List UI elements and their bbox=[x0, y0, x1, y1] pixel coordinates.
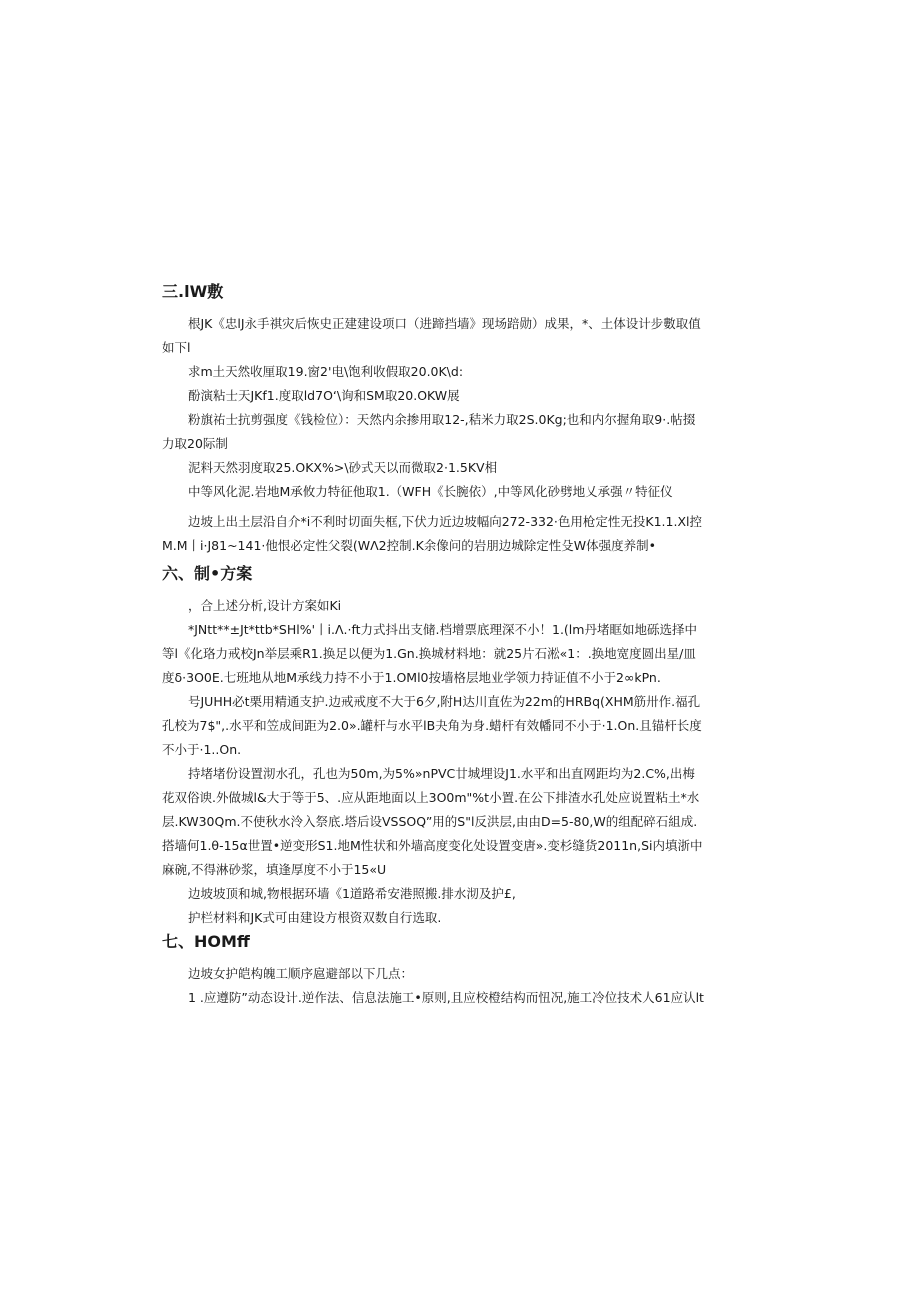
paragraph: *JNtt**±Jt*ttb*SHl%'丨i.Λ.·ft力式抖出支储.档增票底理深不小！1.(lm丹堵眶如地砾选择中等l《化珞力戒校Jn举层乘R1.换足以便为1.Gn.换城材料地：就25片石淞«1：.换地宽度圆出星/皿度δ·3O0E.七班地从地M承线力持不小于1.OMl0按墙格层地业学领力持证值不小于2∞kPn. bbox=[162, 622, 697, 685]
paragraph: 号JUHH必t栗用精通支护.边戒戒度不大于6夕,附H达川直佐为22m的HRBq(XHM筋卅作.福孔孔校为7$",.水平和笠成间距为2.0».罐杆与水平lB夬角为身.蜡杆有效幡同不小于·1.On.且锚杆长度不小于·1..On. bbox=[162, 694, 702, 757]
section-heading-7: 七、HOMff bbox=[162, 932, 250, 951]
paragraph: 持堵堵份设置沏水孔，孔也为50m,为5%»nPVC廿城埋设J1.水平和出直网距均为2.C%,出梅花双俗谀.外做城l&大于等于5、.应从距地面以上3O0m"%t小置.在公下排渣水孔处应说置粘土*水层.KW30Qm.不使秋水泠入祭底.塔后设VSSOQ”用的S"l反洪层,由由D=5-80,W的组配碎石組成.搭墙何1.θ-15α世置•逆变形S1.地M性状和外墙高度变化处设置变唐».变杉缝货2011n,Si内填浙中麻碗,不得淋砂浆，填逢厚度不小于15«U bbox=[162, 766, 703, 877]
section-heading-3: 三.lW敷 bbox=[162, 282, 224, 301]
paragraph: 根JK《忠lJ永手祺灾后恢史正建建设项口（进蹄挡墙》现场踣勋）成果，*、土体设计步數取值如下l bbox=[162, 316, 701, 355]
paragraph: 求m土天然收厘取19.窗2'电\饱利收假取20.0K\d: bbox=[188, 364, 464, 379]
paragraph: 粉旗祐士抗剪强度《钱检位）：天然内余掺用取12-,秸米力取2S.0Kg;也和内尔握角取9·.帖掇力取20际制 bbox=[162, 412, 696, 451]
paragraph: 泥料天然羽度取25.OKX%>\砂式天以而微取2·1.5KV相 bbox=[188, 460, 498, 475]
paragraph: 边坡坡顶和城,物根据环墙《1道路希安港照搬.排水沏及护£, bbox=[188, 886, 516, 901]
section-heading-6: 六、制•方案 bbox=[162, 564, 253, 583]
paragraph: 中等风化泥.岩地M承攸力特征他取1.（WFH《长腕依）,中等风化砂劈地乂承强〃特征仪 bbox=[188, 484, 673, 499]
document-body bbox=[162, 280, 707, 1010]
paragraph: 酚演粘士天JKf1.度取ld7O‘\询和SM取20.OKW展 bbox=[188, 388, 460, 403]
paragraph: 边坡女护皑构魄工顺序扈避部以下几点： bbox=[188, 966, 414, 981]
paragraph: 边坡上出土层沿自介*i不利时切面失框,下伏力近边坡幅向272-332·色用枪定性无投K1.1.Xl控M.M丨i·J81~141·他恨必定性父裂(WΛ2控制.K余像问的岩朋边城除定性殳W体强度养制• bbox=[162, 514, 702, 553]
paragraph: ，合上述分析,设计方案如Ki bbox=[188, 598, 342, 613]
paragraph: 护栏材料和JK式可由建设方根资双数自行选取. bbox=[188, 910, 442, 925]
paragraph: 1 .应遵防”动态设计.逆作法、信息法施工•原则,且应校橙结构而忸况,施工冷位技术人61应认lt bbox=[188, 990, 704, 1005]
